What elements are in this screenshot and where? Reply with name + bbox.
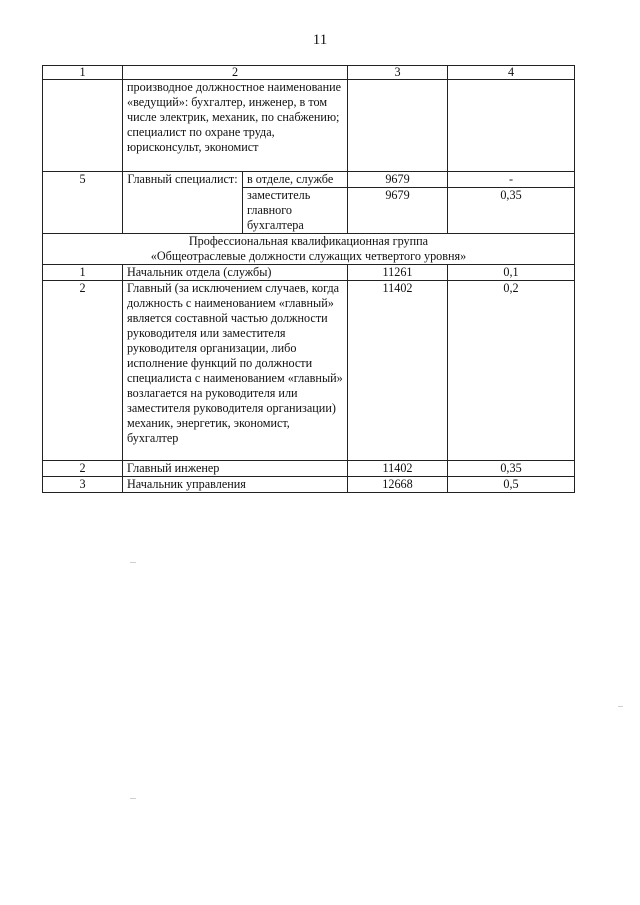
position-name: Начальник управления — [123, 477, 348, 493]
row-number: 2 — [43, 281, 123, 461]
sub-position-name: заместитель главного бухгалтера — [243, 188, 348, 234]
row-number: 2 — [43, 461, 123, 477]
salary-value: 11402 — [348, 461, 448, 477]
table-row — [43, 477, 575, 493]
table-row — [43, 281, 575, 461]
coefficient-value: 0,5 — [448, 477, 575, 493]
group-header — [43, 234, 575, 265]
row-number: 1 — [43, 265, 123, 281]
table-row — [43, 461, 575, 477]
position-name: Начальник отдела (службы) — [123, 265, 348, 281]
group-header-row — [43, 234, 575, 265]
scan-artifact — [618, 706, 623, 707]
table-row — [43, 172, 575, 188]
table-row — [43, 265, 575, 281]
coefficient-value: 0,35 — [448, 188, 575, 234]
table-row-continuation — [43, 80, 575, 172]
header-col-4: 4 — [448, 66, 575, 80]
position-name: Главный инженер — [123, 461, 348, 477]
qualification-table — [42, 65, 575, 493]
scan-artifact — [130, 562, 136, 563]
salary-value: 9679 — [348, 188, 448, 234]
salary-value: 11402 — [348, 281, 448, 461]
salary-value: 11261 — [348, 265, 448, 281]
scan-artifact — [130, 798, 136, 799]
continuation-text: производное должностное наименование «ведущий»: бухгалтер, инженер, в том числе электрик, механик, по снабжению; специалист по охране труда, юрисконсульт, экономист — [123, 80, 348, 172]
page-number: 11 — [312, 32, 328, 48]
salary-value: 12668 — [348, 477, 448, 493]
cell-empty — [348, 80, 448, 172]
coefficient-value: - — [448, 172, 575, 188]
table-header-row — [43, 66, 575, 80]
position-title: Главный специалист: — [123, 172, 243, 234]
header-col-3: 3 — [348, 66, 448, 80]
header-col-2: 2 — [123, 66, 348, 80]
coefficient-value: 0,2 — [448, 281, 575, 461]
coefficient-value: 0,1 — [448, 265, 575, 281]
group-header-line-2: «Общеотраслевые должности служащих четвертого уровня» — [150, 249, 467, 263]
cell-empty — [448, 80, 575, 172]
row-number: 5 — [43, 172, 123, 234]
position-name: Главный (за исключением случаев, когда должность с наименованием «главный» является составной частью должности руководителя или заместителя руководителя организации, либо исполнение функций по должности специалиста с наименованием «главный» возлагается на руководителя или заместителя руководителя организации) механик, энергетик, экономист, бухгалтер — [123, 281, 348, 461]
sub-position-name: в отделе, службе — [243, 172, 348, 188]
salary-value: 9679 — [348, 172, 448, 188]
cell-empty — [43, 80, 123, 172]
coefficient-value: 0,35 — [448, 461, 575, 477]
group-header-line-1: Профессиональная квалификационная группа — [188, 234, 429, 248]
header-col-1: 1 — [43, 66, 123, 80]
row-number: 3 — [43, 477, 123, 493]
